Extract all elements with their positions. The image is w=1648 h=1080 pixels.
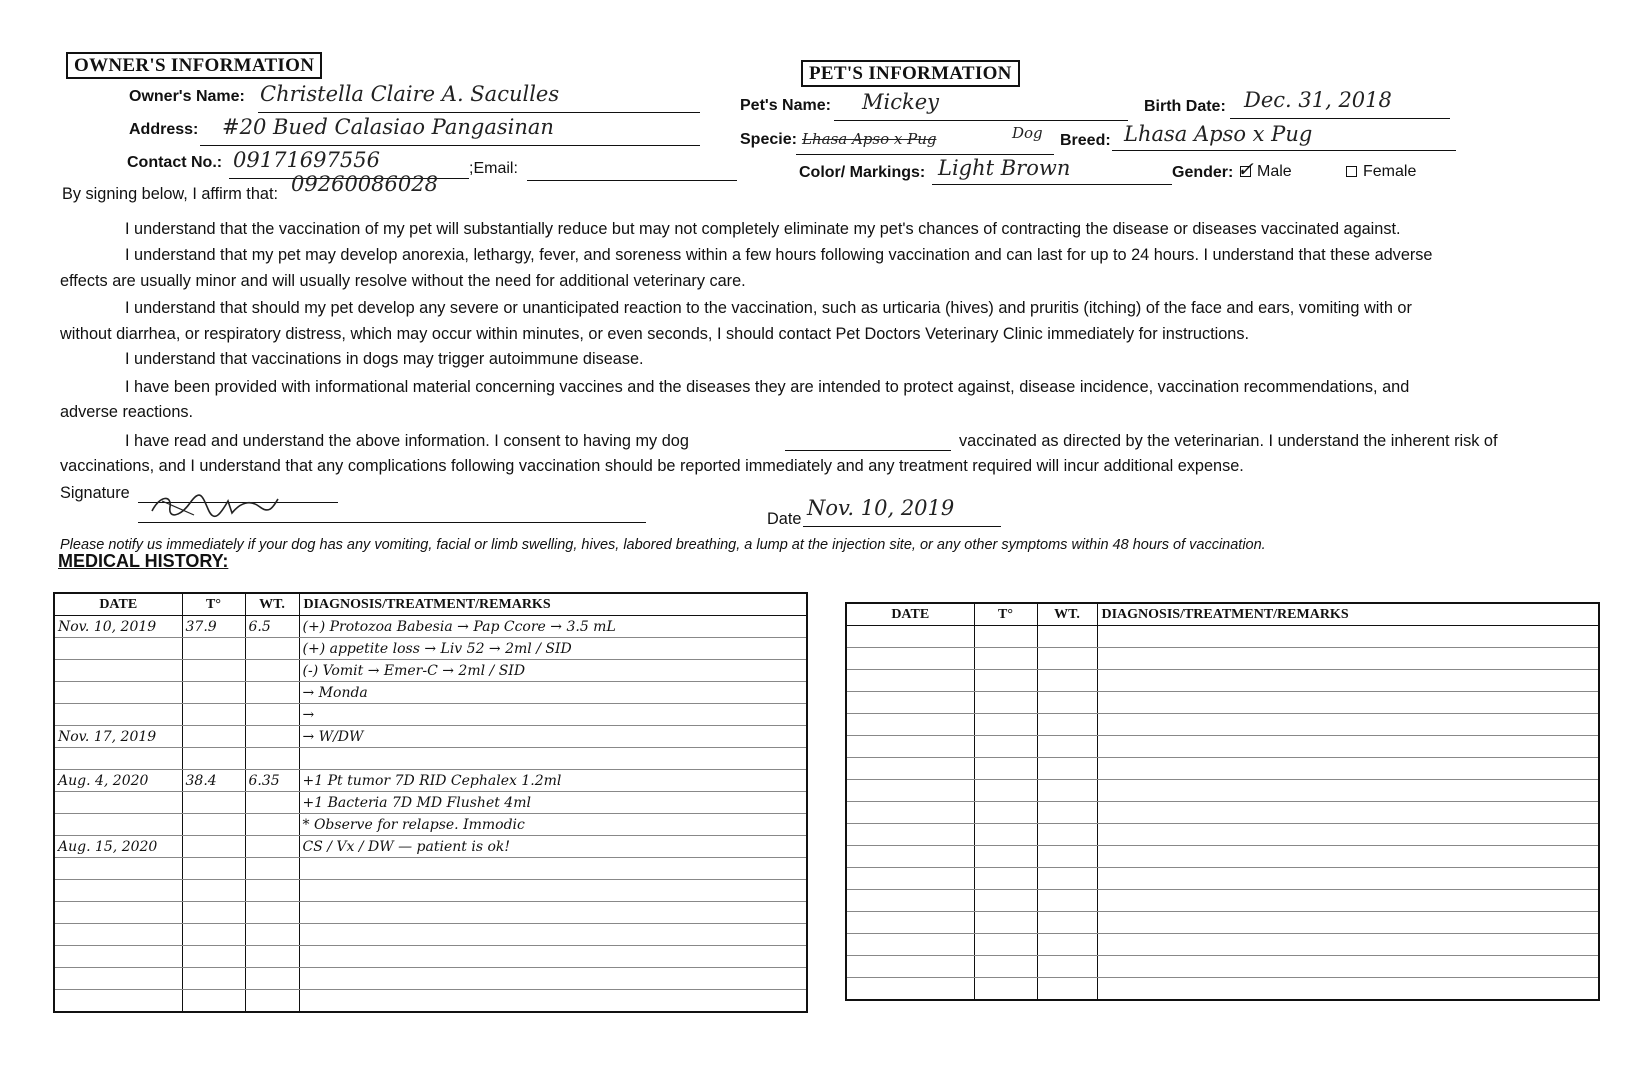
- date-cell[interactable]: [54, 638, 182, 660]
- remarks-cell[interactable]: [1097, 648, 1599, 670]
- weight-cell[interactable]: [1037, 846, 1097, 868]
- weight-cell[interactable]: [245, 682, 299, 704]
- table-row: [846, 670, 1599, 692]
- table-row: [54, 946, 807, 968]
- temp-cell[interactable]: [182, 990, 245, 1013]
- date-cell[interactable]: Nov. 10, 2019: [54, 616, 182, 638]
- date-label: Date: [767, 510, 802, 528]
- consent-paragraph-3b: without diarrhea, or respiratory distress, which may occur within minutes, or even seconds, I should contact Pet Doctors Veterinary Clinic immediately for instructions.: [60, 325, 1250, 343]
- remarks-cell[interactable]: [1097, 758, 1599, 780]
- temp-cell[interactable]: [974, 736, 1037, 758]
- table-row: [846, 758, 1599, 780]
- weight-cell[interactable]: [1037, 802, 1097, 824]
- weight-cell[interactable]: [1037, 956, 1097, 978]
- date-cell[interactable]: [846, 978, 974, 1001]
- remarks-cell[interactable]: +1 Pt tumor 7D RID Cephalex 1.2ml: [299, 770, 807, 792]
- temp-cell[interactable]: [974, 846, 1037, 868]
- gender-female-label: Female: [1363, 163, 1417, 180]
- temp-cell[interactable]: [974, 626, 1037, 648]
- table-row: [846, 780, 1599, 802]
- color-label: Color/ Markings:: [799, 164, 926, 181]
- date-cell[interactable]: [54, 858, 182, 880]
- consent-paragraph-6b: vaccinations, and I understand that any complications following vaccination should be reported immediately and any treatment required will incur additional expense.: [60, 457, 1244, 475]
- pet-name-field[interactable]: [834, 90, 1128, 121]
- owner-section-title: OWNER'S INFORMATION: [66, 52, 322, 79]
- dog-name-blank[interactable]: [785, 432, 951, 451]
- date-cell[interactable]: [54, 880, 182, 902]
- remarks-cell[interactable]: [1097, 692, 1599, 714]
- table-row: [846, 890, 1599, 912]
- table-row: [54, 902, 807, 924]
- temp-cell[interactable]: 38.4: [182, 770, 245, 792]
- signature-scribble: [150, 493, 280, 519]
- remarks-cell[interactable]: [299, 924, 807, 946]
- date-value: Nov. 10, 2019: [807, 496, 955, 520]
- weight-cell[interactable]: [245, 990, 299, 1013]
- date-cell[interactable]: [54, 792, 182, 814]
- remarks-cell[interactable]: [299, 858, 807, 880]
- remarks-cell[interactable]: +1 Bacteria 7D MD Flushet 4ml: [299, 792, 807, 814]
- remarks-cell[interactable]: [1097, 934, 1599, 956]
- temp-cell[interactable]: [974, 780, 1037, 802]
- temp-cell[interactable]: [974, 978, 1037, 1001]
- address-value: #20 Bued Calasiao Pangasinan: [222, 115, 554, 139]
- medical-history-table-left: [53, 592, 808, 1013]
- table-row: [846, 714, 1599, 736]
- table-row: [846, 912, 1599, 934]
- table-header-row: [54, 593, 807, 616]
- table-row: [54, 726, 807, 748]
- date-cell[interactable]: [54, 946, 182, 968]
- female-checkbox[interactable]: [1346, 166, 1357, 177]
- temp-cell[interactable]: [182, 682, 245, 704]
- temp-cell[interactable]: [974, 714, 1037, 736]
- remarks-cell[interactable]: [1097, 978, 1599, 1001]
- weight-cell[interactable]: 6.35: [245, 770, 299, 792]
- color-value: Light Brown: [938, 156, 1071, 180]
- date-cell[interactable]: [54, 814, 182, 836]
- date-cell[interactable]: [54, 902, 182, 924]
- table-row: [846, 868, 1599, 890]
- temp-cell[interactable]: [974, 934, 1037, 956]
- address-field[interactable]: [200, 115, 700, 146]
- date-cell[interactable]: [846, 626, 974, 648]
- table-row: [54, 704, 807, 726]
- table-row: [54, 660, 807, 682]
- signature-label: Signature: [60, 484, 130, 502]
- temp-cell[interactable]: [182, 748, 245, 770]
- weight-column-header: WT.: [245, 593, 299, 616]
- date-cell[interactable]: [846, 758, 974, 780]
- weight-cell[interactable]: [1037, 692, 1097, 714]
- table-row: [54, 770, 807, 792]
- temp-cell[interactable]: [974, 692, 1037, 714]
- email-field[interactable]: [527, 156, 737, 181]
- table-row: [54, 682, 807, 704]
- table-row: [54, 748, 807, 770]
- remarks-cell[interactable]: [299, 946, 807, 968]
- weight-cell[interactable]: [245, 968, 299, 990]
- weight-cell[interactable]: 6.5: [245, 616, 299, 638]
- table-row: [846, 956, 1599, 978]
- remarks-cell[interactable]: CS / Vx / DW — patient is ok!: [299, 836, 807, 858]
- weight-cell[interactable]: [245, 748, 299, 770]
- consent-paragraph-2b: effects are usually minor and will usually resolve without the need for additional veterinary care.: [60, 272, 746, 290]
- remarks-cell[interactable]: [1097, 824, 1599, 846]
- medical-history-title: MEDICAL HISTORY:: [58, 551, 229, 571]
- table-row: [54, 968, 807, 990]
- consent-paragraph-3a: I understand that should my pet develop any severe or unanticipated reaction to the vaccination, such as urticaria (hives) and pruritis (itching) of the face and ears, vomiting with or: [125, 299, 1412, 317]
- temp-cell[interactable]: [182, 924, 245, 946]
- remarks-cell[interactable]: [1097, 736, 1599, 758]
- consent-paragraph-4: I understand that vaccinations in dogs may trigger autoimmune disease.: [125, 350, 644, 368]
- remarks-cell[interactable]: [1097, 780, 1599, 802]
- date-cell[interactable]: [54, 990, 182, 1013]
- consent-paragraph-6a-end: vaccinated as directed by the veterinarian. I understand the inherent risk of: [959, 432, 1498, 450]
- weight-cell[interactable]: [245, 792, 299, 814]
- weight-cell[interactable]: [1037, 978, 1097, 1001]
- table-row: [846, 626, 1599, 648]
- table-row: [846, 934, 1599, 956]
- consent-paragraph-1: I understand that the vaccination of my pet will substantially reduce but may not completely eliminate my pet's chances of contracting the disease or diseases vaccinated against.: [125, 220, 1401, 238]
- temp-cell[interactable]: [974, 868, 1037, 890]
- date-cell[interactable]: [54, 682, 182, 704]
- birth-date-label: Birth Date:: [1144, 98, 1226, 115]
- weight-cell[interactable]: [245, 880, 299, 902]
- table-row: [54, 616, 807, 638]
- date-cell[interactable]: [846, 670, 974, 692]
- table-header-row: [846, 603, 1599, 626]
- gender-male-label: Male: [1257, 163, 1292, 180]
- remarks-cell[interactable]: [1097, 802, 1599, 824]
- date-cell[interactable]: [846, 890, 974, 912]
- remarks-cell[interactable]: [1097, 912, 1599, 934]
- owner-name-value: Christella Claire A. Saculles: [260, 82, 560, 106]
- temp-cell[interactable]: [182, 704, 245, 726]
- gender-label: Gender:: [1172, 164, 1234, 181]
- owner-name-label: Owner's Name:: [129, 88, 245, 105]
- table-row: [846, 846, 1599, 868]
- date-cell[interactable]: [846, 736, 974, 758]
- remarks-cell[interactable]: (+) Protozoa Babesia → Pap Ccore → 3.5 mL: [299, 616, 807, 638]
- table-row: [54, 990, 807, 1013]
- weight-cell[interactable]: [245, 726, 299, 748]
- remarks-cell[interactable]: [1097, 626, 1599, 648]
- date-cell[interactable]: Nov. 17, 2019: [54, 726, 182, 748]
- pet-name-label: Pet's Name:: [740, 97, 831, 114]
- remarks-cell[interactable]: → Monda: [299, 682, 807, 704]
- consent-paragraph-2a: I understand that my pet may develop anorexia, lethargy, fever, and soreness within a few hours following vaccination and can last for up to 24 hours. I understand that these adverse: [125, 246, 1433, 264]
- affirm-intro: By signing below, I affirm that:: [62, 185, 278, 203]
- remarks-cell[interactable]: * Observe for relapse. Immodic: [299, 814, 807, 836]
- check-mark-icon: ✓: [1237, 157, 1254, 181]
- temp-cell[interactable]: [182, 660, 245, 682]
- pet-section-title: PET'S INFORMATION: [801, 60, 1020, 87]
- remarks-cell[interactable]: [299, 902, 807, 924]
- temp-cell[interactable]: [182, 902, 245, 924]
- date-cell[interactable]: [54, 924, 182, 946]
- date-cell[interactable]: [846, 868, 974, 890]
- breed-label: Breed:: [1060, 132, 1111, 149]
- temp-cell[interactable]: [182, 814, 245, 836]
- table-row: [846, 802, 1599, 824]
- weight-cell[interactable]: [1037, 736, 1097, 758]
- color-field[interactable]: [932, 156, 1172, 185]
- weight-cell[interactable]: [1037, 670, 1097, 692]
- weight-cell[interactable]: [1037, 890, 1097, 912]
- weight-cell[interactable]: [1037, 868, 1097, 890]
- date-cell[interactable]: [54, 748, 182, 770]
- table-row: [54, 792, 807, 814]
- contact-value-2: 09260086028: [291, 172, 438, 196]
- consent-paragraph-5a: I have been provided with informational material concerning vaccines and the diseases they are intended to protect against, disease incidence, vaccination recommendations, and: [125, 378, 1410, 396]
- weight-column-header: WT.: [1037, 603, 1097, 626]
- consent-paragraph-5b: adverse reactions.: [60, 403, 194, 421]
- temp-cell[interactable]: [182, 968, 245, 990]
- temp-cell[interactable]: [974, 758, 1037, 780]
- weight-cell[interactable]: [245, 924, 299, 946]
- date-column-header: DATE: [54, 593, 182, 616]
- weight-cell[interactable]: [245, 902, 299, 924]
- temp-cell[interactable]: [974, 802, 1037, 824]
- date-cell[interactable]: [54, 660, 182, 682]
- remarks-cell[interactable]: [1097, 868, 1599, 890]
- remarks-cell[interactable]: [299, 990, 807, 1013]
- remarks-column-header: DIAGNOSIS/TREATMENT/REMARKS: [299, 593, 807, 616]
- specie-struck-value: Lhasa Apso x Pug: [802, 130, 937, 148]
- remarks-cell[interactable]: →: [299, 704, 807, 726]
- date-cell[interactable]: [846, 956, 974, 978]
- notify-note: Please notify us immediately if your dog has any vomiting, facial or limb swelling, hives, labored breathing, a lump at the injection site, or any other symptoms within 48 hours of vaccination.: [60, 537, 1266, 553]
- temp-cell[interactable]: [182, 946, 245, 968]
- weight-cell[interactable]: [1037, 780, 1097, 802]
- remarks-cell[interactable]: [299, 880, 807, 902]
- weight-cell[interactable]: [1037, 714, 1097, 736]
- table-row: [54, 814, 807, 836]
- table-row: [54, 858, 807, 880]
- remarks-cell[interactable]: [1097, 846, 1599, 868]
- weight-cell[interactable]: [245, 660, 299, 682]
- table-row: [846, 978, 1599, 1001]
- temp-cell[interactable]: [974, 956, 1037, 978]
- remarks-cell[interactable]: [299, 968, 807, 990]
- breed-field[interactable]: [1112, 122, 1456, 151]
- temp-cell[interactable]: [182, 638, 245, 660]
- specie-label: Specie:: [740, 131, 797, 148]
- email-label: ;Email:: [469, 160, 518, 177]
- table-row: [846, 824, 1599, 846]
- signature-icon: [150, 493, 280, 519]
- date-cell[interactable]: Aug. 15, 2020: [54, 836, 182, 858]
- date-cell[interactable]: [846, 912, 974, 934]
- consent-paragraph-6a-start: I have read and understand the above information. I consent to having my dog: [125, 432, 689, 450]
- remarks-cell[interactable]: [1097, 890, 1599, 912]
- date-cell[interactable]: [54, 968, 182, 990]
- table-row: [846, 736, 1599, 758]
- weight-cell[interactable]: [245, 814, 299, 836]
- date-cell[interactable]: [846, 824, 974, 846]
- table-row: [846, 648, 1599, 670]
- specie-value: Dog: [1012, 124, 1043, 142]
- date-cell[interactable]: [846, 692, 974, 714]
- remarks-cell[interactable]: → W/DW: [299, 726, 807, 748]
- medical-history-table-right: [845, 602, 1600, 1001]
- weight-cell[interactable]: [1037, 626, 1097, 648]
- temp-cell[interactable]: [182, 792, 245, 814]
- date-cell[interactable]: [846, 648, 974, 670]
- weight-cell[interactable]: [245, 946, 299, 968]
- specie-field[interactable]: [796, 124, 1054, 155]
- gender-female-option[interactable]: [1346, 163, 1416, 181]
- temp-cell[interactable]: [974, 824, 1037, 846]
- temp-cell[interactable]: [182, 836, 245, 858]
- weight-cell[interactable]: [245, 704, 299, 726]
- gender-male-option[interactable]: [1237, 157, 1292, 181]
- weight-cell[interactable]: [1037, 758, 1097, 780]
- weight-cell[interactable]: [245, 638, 299, 660]
- table-row: [846, 692, 1599, 714]
- contact-label: Contact No.:: [127, 154, 223, 171]
- temp-cell[interactable]: [974, 890, 1037, 912]
- temp-cell[interactable]: [974, 670, 1037, 692]
- weight-cell[interactable]: [245, 836, 299, 858]
- table-row: [54, 924, 807, 946]
- temp-cell[interactable]: [974, 648, 1037, 670]
- weight-cell[interactable]: [1037, 912, 1097, 934]
- weight-cell[interactable]: [1037, 824, 1097, 846]
- date-cell[interactable]: [846, 934, 974, 956]
- temp-cell[interactable]: [182, 726, 245, 748]
- address-label: Address:: [129, 121, 199, 138]
- weight-cell[interactable]: [1037, 648, 1097, 670]
- date-field[interactable]: [803, 496, 1001, 527]
- remarks-cell[interactable]: [1097, 956, 1599, 978]
- date-cell[interactable]: [54, 704, 182, 726]
- birth-date-value: Dec. 31, 2018: [1244, 88, 1392, 112]
- date-cell[interactable]: [846, 846, 974, 868]
- remarks-cell[interactable]: [1097, 714, 1599, 736]
- owner-name-field[interactable]: [258, 82, 700, 113]
- temp-cell[interactable]: 37.9: [182, 616, 245, 638]
- remarks-cell[interactable]: [1097, 670, 1599, 692]
- date-cell[interactable]: [846, 780, 974, 802]
- table-row: [54, 880, 807, 902]
- pet-name-value: Mickey: [862, 90, 939, 114]
- date-cell[interactable]: [846, 802, 974, 824]
- date-cell[interactable]: Aug. 4, 2020: [54, 770, 182, 792]
- contact-value: 09171697556: [233, 148, 380, 172]
- breed-value: Lhasa Apso x Pug: [1124, 122, 1313, 146]
- remarks-cell[interactable]: (+) appetite loss → Liv 52 → 2ml / SID: [299, 638, 807, 660]
- temp-cell[interactable]: [974, 912, 1037, 934]
- remarks-cell[interactable]: [299, 748, 807, 770]
- temp-column-header: T°: [182, 593, 245, 616]
- table-row: [54, 638, 807, 660]
- date-cell[interactable]: [846, 714, 974, 736]
- weight-cell[interactable]: [245, 858, 299, 880]
- remarks-column-header: DIAGNOSIS/TREATMENT/REMARKS: [1097, 603, 1599, 626]
- weight-cell[interactable]: [1037, 934, 1097, 956]
- temp-cell[interactable]: [182, 858, 245, 880]
- temp-cell[interactable]: [182, 880, 245, 902]
- remarks-cell[interactable]: (-) Vomit → Emer-C → 2ml / SID: [299, 660, 807, 682]
- date-column-header: DATE: [846, 603, 974, 626]
- table-row: [54, 836, 807, 858]
- birth-date-field[interactable]: [1230, 88, 1450, 119]
- temp-column-header: T°: [974, 603, 1037, 626]
